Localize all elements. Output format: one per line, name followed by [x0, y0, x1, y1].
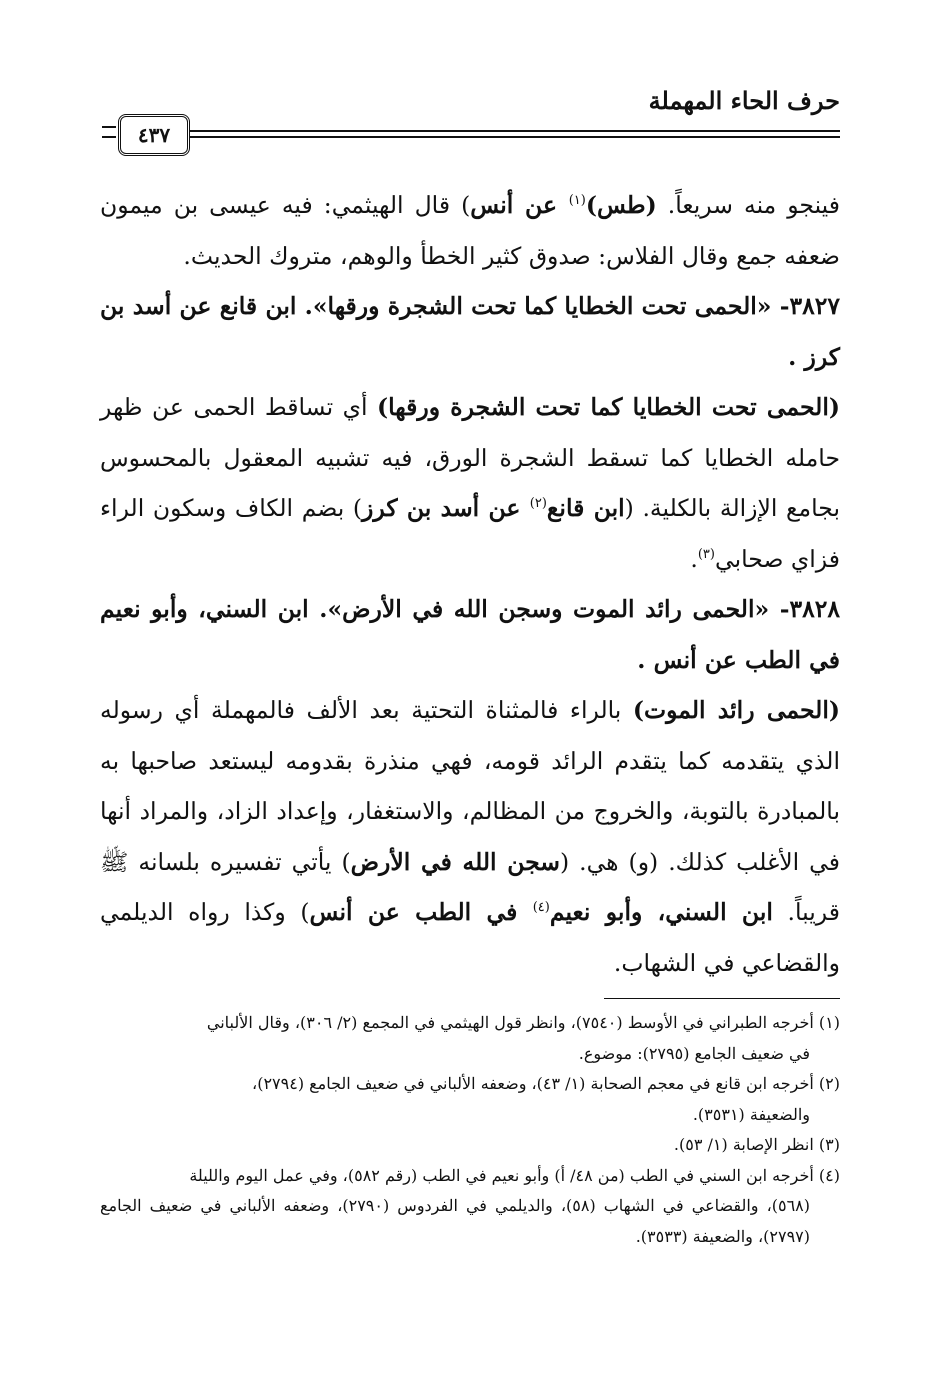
footnote-continuation: (٥٦٨)، والقضاعي في الشهاب (٥٨)، والديلمي في الفردوس (٢٧٩٠)، وضعفه الألباني في ضعيف الجامع (٢٧٩٧)، والضعيفة (٣٥٣٣). [100, 1196, 810, 1246]
hadith-entry-3827: ٣٨٢٧- «الحمى تحت الخطايا كما تحت الشجرة ورقها». ابن قانع عن أسد بن كرز . [100, 292, 840, 371]
paragraph: (الحمى تحت الخطايا كما تحت الشجرة ورقها) أي تساقط الحمى عن ظهر حامله الخطايا كما تسقط الشجرة الورق، فيه تشبيه المعقول بالمحسوس بجامع الإزالة بالكلية. (ابن قانع$^{(٢)}$ عن أسد بن كرز) بضم الكاف وسكون الراء فزاي صحابي$^{(٣)}$. [100, 393, 840, 573]
footnote: (١) أخرجه الطبراني في الأوسط (٧٥٤٠)، وانظر قول الهيثمي في المجمع (٢/ ٣٠٦)، وقال الألباني [206, 1013, 840, 1032]
footnote: (٢) أخرجه ابن قانع في معجم الصحابة (١/ ٤٣)، وضعفه الألباني في ضعيف الجامع (٢٧٩٤)، [252, 1074, 840, 1093]
footnote-separator [604, 998, 840, 999]
page-number-ornament [102, 126, 116, 138]
running-title: حرف الحاء المهملة [648, 86, 840, 115]
main-text [100, 180, 840, 988]
footnote-ref: (٤) [532, 900, 550, 916]
page-number: ٤٣٧ [118, 114, 190, 156]
paragraph: فينجو منه سريعاً. (طس)$^{(١)}$ عن أنس) قال الهيثمي: فيه عيسى بن ميمون ضعفه جمع وقال الفلاس: صدوق كثير الخطأ والوهم، متروك الحديث. [100, 191, 840, 270]
footnote: (٤) أخرجه ابن السني في الطب (من ٤٨/ أ) وأبو نعيم في الطب (رقم ٥٨٢)، وفي عمل اليوم والليلة [189, 1165, 840, 1185]
header-rule [190, 130, 840, 138]
footnote-continuation: والضعيفة (٣٥٣١). [692, 1104, 810, 1124]
footnote-continuation: في ضعيف الجامع (٢٧٩٥): موضوع. [578, 1043, 810, 1063]
paragraph: (الحمى رائد الموت) بالراء فالمثناة التحتية بعد الألف فالمهملة أي رسوله الذي يتقدمه كما يتقدم الرائد قومه، فهي منذرة بقدومه ليستعد صاحبها به بالمبادرة بالتوبة، والخروج من المظالم، والاستغفار، وإعداد الزاد، والمراد أنها في الأغلب كذلك. (و) هي. (سجن الله في الأرض) يأتي تفسيره بلسانه ﷺ قريباً. ابن السني، وأبو نعيم$^{(٤)}$ في الطب عن أنس) وكذا رواه الديلمي والقضاعي في الشهاب. [100, 696, 840, 977]
footnote-ref: (٢) [529, 496, 547, 512]
footnote: (٣) انظر الإصابة (١/ ٥٣). [673, 1135, 840, 1154]
footnotes [100, 1008, 840, 1252]
footnote-ref: (١) [568, 193, 586, 209]
footnote-ref: (٣) [697, 546, 715, 562]
hadith-entry-3828: ٣٨٢٨- «الحمى رائد الموت وسجن الله في الأرض». ابن السني، وأبو نعيم في الطب عن أنس . [100, 595, 840, 674]
